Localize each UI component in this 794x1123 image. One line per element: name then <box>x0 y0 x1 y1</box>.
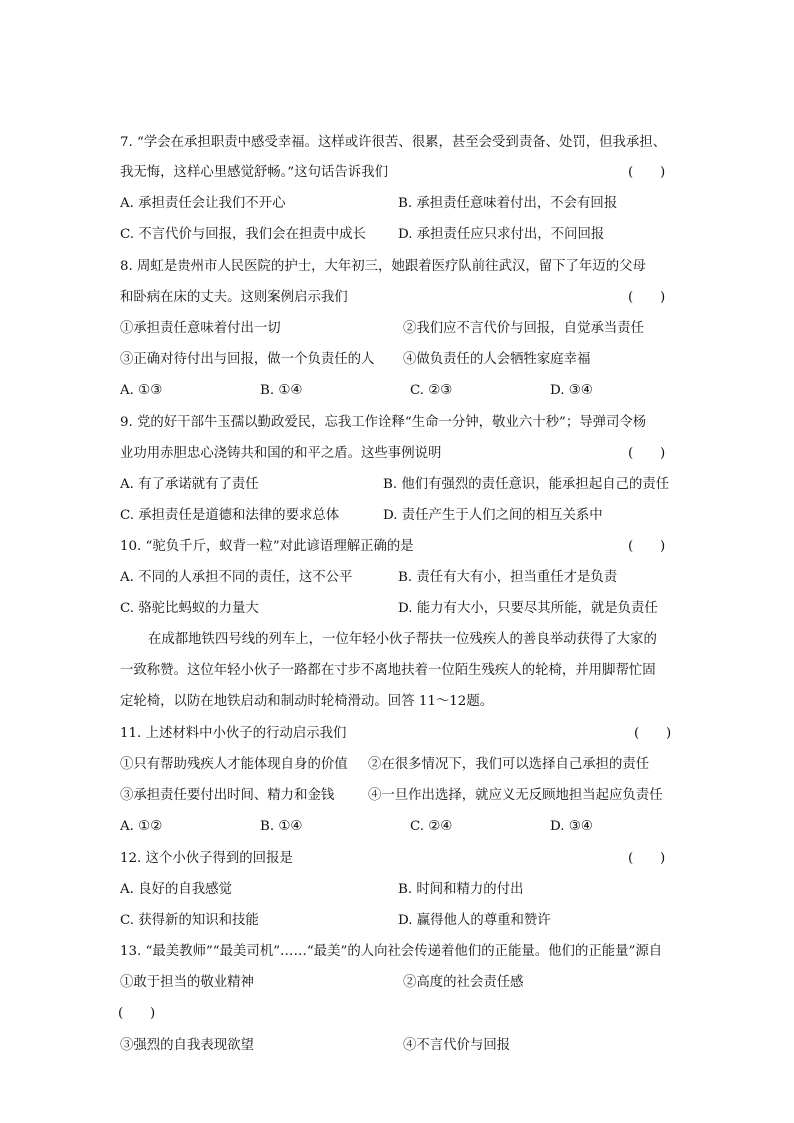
q9-answer-paren: ( ) <box>628 446 666 461</box>
q11-option-d: D. ③④ <box>550 819 593 834</box>
q9-option-a: A. 有了承诺就有了责任 <box>120 477 259 492</box>
material-line-1: 在成都地铁四号线的列车上，一位年轻小伙子帮扶一位残疾人的善良举动获得了大家的 <box>148 632 657 647</box>
q11-option-b: B. ①④ <box>260 819 303 834</box>
q10-option-d: D. 能力有大小，只要尽其所能，就是负责任 <box>398 601 658 616</box>
q7-stem-line-1: 7. “学会在承担职责中感受幸福。这样或许很苦、很累，甚至会受到责备、处罚，但我承担、 <box>120 135 667 150</box>
q7-option-d: D. 承担责任应只求付出，不问回报 <box>398 227 605 242</box>
q12-option-d: D. 赢得他人的尊重和赞许 <box>398 913 551 928</box>
q7-stem-line-2: 我无悔，这样心里感觉舒畅。”这句话告诉我们 <box>120 165 388 180</box>
q11-answer-paren: ( ) <box>634 726 672 741</box>
q8-statement-4: ④做负责任的人会牺牲家庭幸福 <box>403 352 591 367</box>
q8-option-b: B. ①④ <box>260 383 303 398</box>
q8-option-a: A. ①③ <box>120 383 163 398</box>
q13-answer-paren: ( ) <box>118 1006 156 1021</box>
q9-option-d: D. 责任产生于人们之间的相互关系中 <box>383 508 603 523</box>
q10-option-c: C. 骆驼比蚂蚁的力量大 <box>120 601 259 616</box>
q9-option-c: C. 承担责任是道德和法律的要求总体 <box>120 508 340 523</box>
q8-statement-3: ③正确对待付出与回报，做一个负责任的人 <box>120 352 375 367</box>
q10-option-a: A. 不同的人承担不同的责任，这不公平 <box>120 570 353 585</box>
q9-stem-line-2: 业功用赤胆忠心浇铸共和国的和平之盾。这些事例说明 <box>120 446 442 461</box>
material-line-3: 定轮椅，以防在地铁启动和制动时轮椅滑动。回答 11～12题。 <box>120 694 494 709</box>
q12-option-a: A. 良好的自我感觉 <box>120 882 232 897</box>
q11-statement-4: ④一旦作出选择，就应义无反顾地担当起应负责任 <box>368 788 663 803</box>
q10-answer-paren: ( ) <box>628 539 666 554</box>
q12-stem: 12. 这个小伙子得到的回报是 <box>120 851 293 866</box>
q7-option-c: C. 不言代价与回报，我们会在担责中成长 <box>120 227 366 242</box>
q11-option-c: C. ②④ <box>410 819 453 834</box>
q11-statement-2: ②在很多情况下，我们可以选择自己承担的责任 <box>368 757 650 772</box>
q8-stem-line-2: 和卧病在床的丈夫。这则案例启示我们 <box>120 290 348 305</box>
q7-option-a: A. 承担责任会让我们不开心 <box>120 196 286 211</box>
q13-stem: 13. “最美教师”“最美司机”……“最美”的人向社会传递着他们的正能量。他们的正能量”源自 <box>120 944 663 959</box>
q12-answer-paren: ( ) <box>628 851 666 866</box>
q8-stem-line-1: 8. 周虹是贵州市人民医院的护士，大年初三，她跟着医疗队前往武汉，留下了年迈的父母 <box>120 259 646 274</box>
q7-answer-paren: ( ) <box>628 165 666 180</box>
q11-stem: 11. 上述材料中小伙子的行动启示我们 <box>120 726 347 741</box>
q8-option-c: C. ②③ <box>410 383 453 398</box>
q10-option-b: B. 责任有大有小，担当重任才是负责 <box>398 570 618 585</box>
q9-option-b: B. 他们有强烈的责任意识，能承担起自己的责任 <box>383 477 670 492</box>
q8-answer-paren: ( ) <box>628 290 666 305</box>
q8-option-d: D. ③④ <box>550 383 593 398</box>
q8-statement-2: ②我们应不言代价与回报，自觉承当责任 <box>403 321 645 336</box>
q11-statement-1: ①只有帮助残疾人才能体现自身的价值 <box>120 757 348 772</box>
q8-statement-1: ①承担责任意味着付出一切 <box>120 321 281 336</box>
q11-statement-3: ③承担责任要付出时间、精力和金钱 <box>120 788 335 803</box>
q13-statement-2: ②高度的社会责任感 <box>403 975 524 990</box>
q13-statement-3: ③强烈的自我表现欲望 <box>120 1038 254 1053</box>
q13-statement-4: ④不言代价与回报 <box>403 1038 511 1053</box>
q9-stem-line-1: 9. 党的好干部牛玉孺以勤政爱民，忘我工作诠释“生命一分钟，敬业六十秒”；导弹司令杨 <box>120 415 647 430</box>
q13-statement-1: ①敢于担当的敬业精神 <box>120 975 254 990</box>
material-line-2: 一致称赞。这位年轻小伙子一路都在寸步不离地扶着一位陌生残疾人的轮椅，并用脚帮忙固 <box>120 663 656 678</box>
q7-option-b: B. 承担责任意味着付出，不会有回报 <box>398 196 618 211</box>
q11-option-a: A. ①② <box>120 819 163 834</box>
q12-option-c: C. 获得新的知识和技能 <box>120 913 259 928</box>
q10-stem: 10. “驼负千斤，蚁背一粒”对此谚语理解正确的是 <box>120 539 414 554</box>
q12-option-b: B. 时间和精力的付出 <box>398 882 524 897</box>
